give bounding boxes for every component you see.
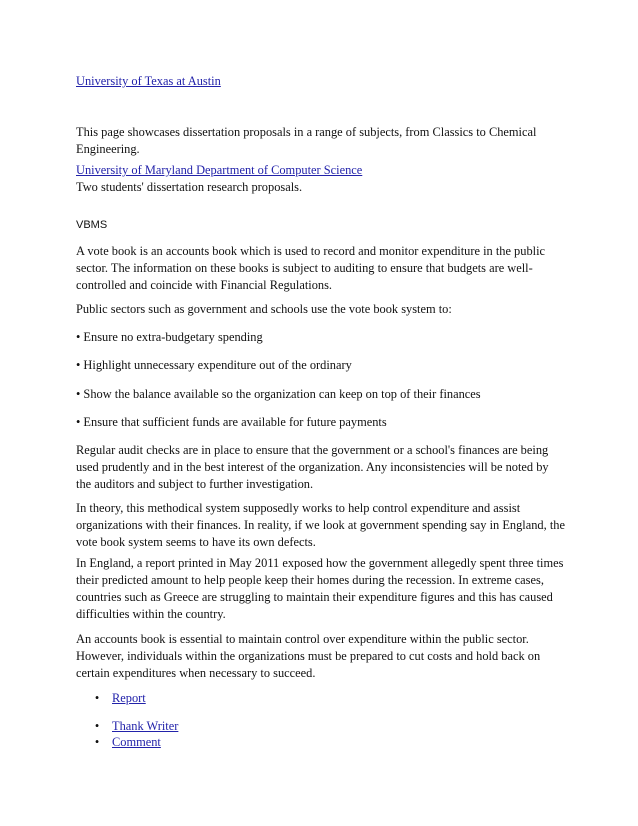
paragraph-vote-book: A vote book is an accounts book which is used to record and monitor expenditure in the public sector. The information on these books is subject to auditing to ensure that budgets are well-controlled and coincide with Financial Regulations. xyxy=(76,244,546,292)
umd-cs-link[interactable]: University of Maryland Department of Computer Science xyxy=(76,163,363,177)
paragraph-audit: Regular audit checks are in place to ensure that the government or a school's finances are being used prudently and in the best interest of the organization. Any inconsistencies will be noted by the auditors and subject to further investigation. xyxy=(76,443,549,491)
list-item-unnecessary: • Highlight unnecessary expenditure out of the ordinary xyxy=(76,358,352,372)
list-item-funds: • Ensure that sufficient funds are available for future payments xyxy=(76,415,387,429)
bullet-icon: • xyxy=(94,735,100,749)
list-item-balance: • Show the balance available so the organization can keep on top of their finances xyxy=(76,387,481,401)
section-heading: VBMS xyxy=(76,219,108,231)
action-thank-item xyxy=(94,718,179,735)
bullet-icon: • xyxy=(94,719,100,733)
paragraph-public-sectors: Public sectors such as government and schools use the vote book system to: xyxy=(76,302,452,316)
action-report-item xyxy=(94,690,146,707)
list-item-extra-budgetary: • Ensure no extra-budgetary spending xyxy=(76,330,263,344)
paragraph-conclusion: An accounts book is essential to maintain control over expenditure within the public sector. However, individuals within the organizations must be prepared to cut costs and hold back on certain expenditures when necessary to succeed. xyxy=(76,632,541,680)
umd-description: Two students' dissertation research proposals. xyxy=(76,180,303,194)
comment-link[interactable]: Comment xyxy=(112,735,161,749)
action-comment-item xyxy=(94,734,161,751)
university-texas-link[interactable]: University of Texas at Austin xyxy=(76,74,221,88)
intro-paragraph: This page showcases dissertation proposals in a range of subjects, from Classics to Chemical Engineering. xyxy=(76,125,537,156)
paragraph-england: In England, a report printed in May 2011 exposed how the government allegedly spent three times their predicted amount to help people keep their homes during the recession. In extreme cases, countries such as Greece are struggling to maintain their expenditure figures and this has caused difficulties within the country. xyxy=(76,556,564,621)
thank-writer-link[interactable]: Thank Writer xyxy=(112,719,179,733)
bullet-icon: • xyxy=(94,691,100,705)
paragraph-theory: In theory, this methodical system supposedly works to help control expenditure and assist organizations with their finances. In reality, if we look at government spending say in England, the vote book system seems to have its own defects. xyxy=(76,501,565,549)
report-link[interactable]: Report xyxy=(112,691,146,705)
